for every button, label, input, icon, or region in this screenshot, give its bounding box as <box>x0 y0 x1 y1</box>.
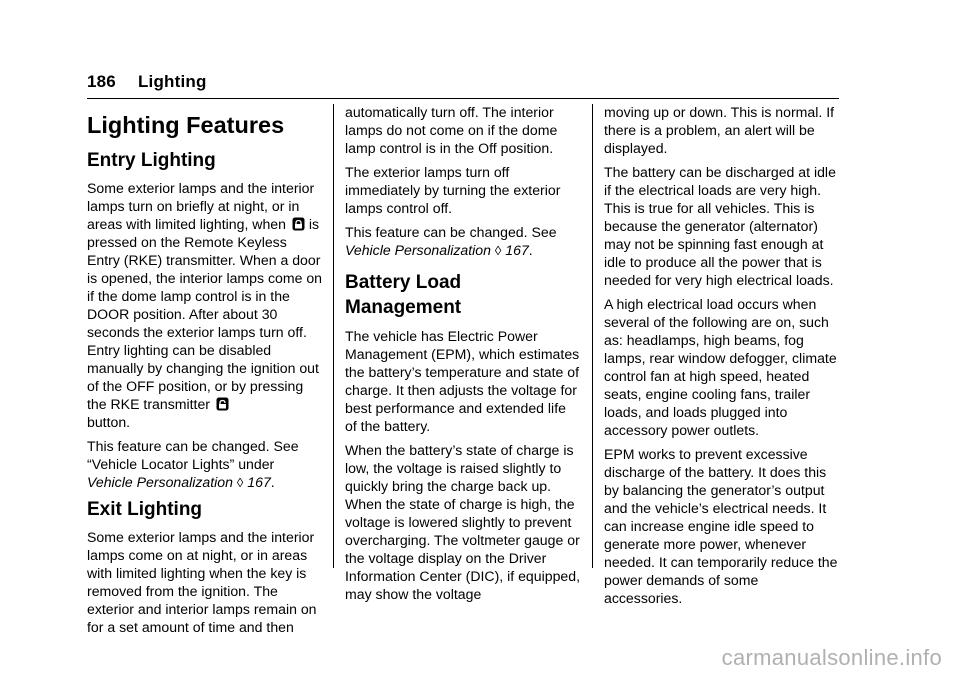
unlock-key-icon <box>216 397 229 411</box>
entry-lighting-heading: Entry Lighting <box>87 150 216 171</box>
vehicle-personalization-link[interactable]: Vehicle Personalization <box>87 474 233 490</box>
exit-lighting-see-also: This feature can be changed. See Vehicle Personalization ◊ 167. <box>345 224 557 258</box>
watermark: carmanualsonline.info <box>721 645 942 670</box>
page-number: 186 <box>87 72 116 91</box>
column-divider-1 <box>333 104 334 568</box>
chapter-title: Lighting Features <box>87 112 285 138</box>
ref-arrow-icon: ◊ <box>236 475 244 490</box>
exit-lighting-heading: Exit Lighting <box>87 499 203 520</box>
column-1 <box>87 104 323 642</box>
battery-load-heading: Battery Load Management <box>345 272 462 318</box>
exit-lighting-p2: The exterior lamps turn off immediately by turning the exterior lamps control off. <box>345 164 561 216</box>
idle-discharge-text: The battery can be discharged at idle if the electrical loads are very high. This is true for all vehicles. This is because the generator (alternator) may not be spinning fast enough at idle to produce all the power that is needed for very high electrical loads. <box>604 164 836 288</box>
voltage-normal-text: moving up or down. This is normal. If there is a problem, an alert will be displayed. <box>604 104 835 156</box>
ref-arrow-icon: ◊ <box>494 243 502 258</box>
page-ref[interactable]: 167 <box>247 474 271 490</box>
lock-key-icon <box>292 217 305 231</box>
column-divider-2 <box>592 104 593 568</box>
entry-lighting-see-also: This feature can be changed. See “Vehicle Locator Lights” under Vehicle Personalization ◊ 167. <box>87 438 299 490</box>
entry-lighting-text: Some exterior lamps and the interior lamps turn on briefly at night, or in areas with limited lighting, when is pressed on the Remote Keyless Entry (RKE) transmitter. When a door is opened, the interior lamps come on if the dome lamp control is in the DOOR position. After about 30 seconds the exterior lamps turn off. Entry lighting can be disabled manually by changing the ignition out of the OFF position, or by pressing the RKE transmitter button. <box>87 180 323 430</box>
page-ref[interactable]: 167 <box>505 242 529 258</box>
battery-epm-text: The vehicle has Electric Power Management (EPM), which estimates the battery’s temperature and state of charge. It then adjusts the voltage for best performance and extended life of the battery. <box>345 328 580 434</box>
column-2 <box>345 103 581 609</box>
epm-prevent-text: EPM works to prevent excessive discharge of the battery. It does this by balancing the generator’s output and the vehicle’s electrical needs. It can increase engine idle speed to generate more power, whenever needed. It can temporarily reduce the power demands of some accessories. <box>604 446 838 606</box>
exit-lighting-cont: automatically turn off. The interior lamps do not come on if the dome lamp control is in the Off position. <box>345 104 558 156</box>
column-3 <box>604 103 840 613</box>
battery-charge-text: When the battery’s state of charge is low, the voltage is raised slightly to quickly bring the charge back up. When the state of charge is high, the voltage is lowered slightly to prevent overcharging. The voltmeter gauge or the voltage display on the Driver Information Center (DIC), if equipped, may show the voltage <box>345 442 581 602</box>
high-load-text: A high electrical load occurs when several of the following are on, such as: headlamps, high beams, fog lamps, rear window defogger, climate control fan at high speed, heated seats, engine cooling fans, trailer loads, and loads plugged into accessory power outlets. <box>604 296 837 438</box>
vehicle-personalization-link[interactable]: Vehicle Personalization <box>345 242 491 258</box>
page-header <box>87 72 207 92</box>
header-rule <box>87 98 839 99</box>
section-title: Lighting <box>137 72 207 91</box>
exit-lighting-text: Some exterior lamps and the interior lamps come on at night, or in areas with limited lighting when the key is removed from the ignition. The exterior and interior lamps remain on for a set amount of time and then <box>87 529 317 635</box>
